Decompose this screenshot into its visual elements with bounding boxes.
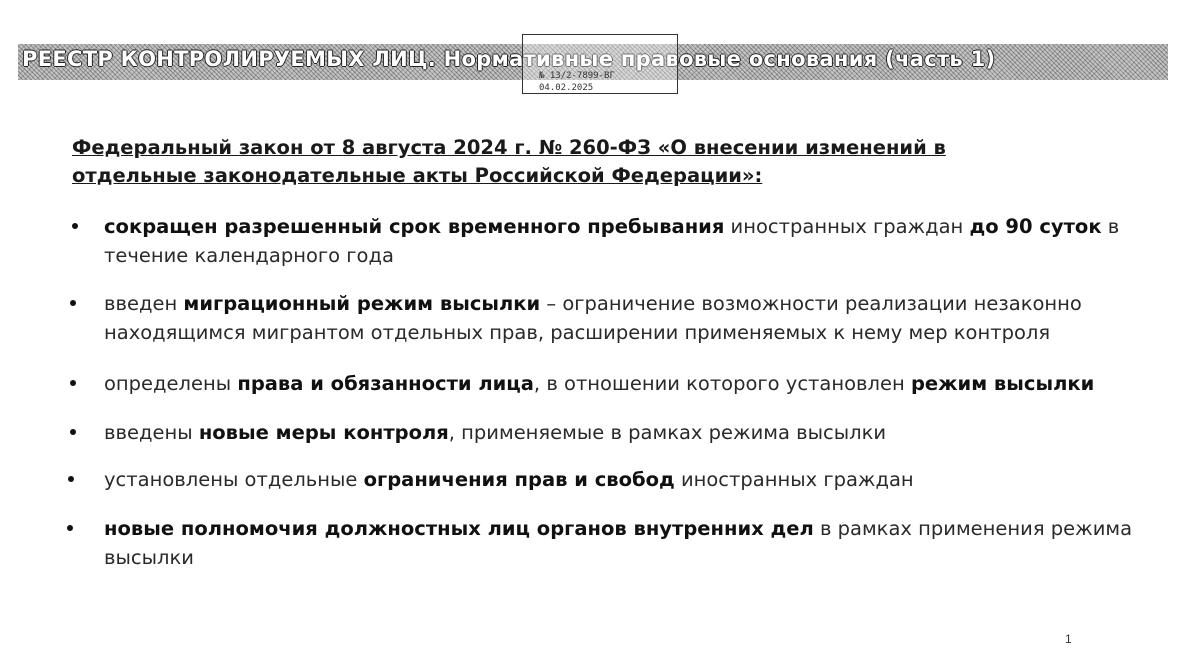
bullet-text-segment: иностранных граждан — [724, 215, 970, 238]
bullet-text-segment: – ограничение возможности реализации незаконно находящимся мигрантом отдельных прав, расширении применяемых к нему мер контроля — [104, 292, 1082, 344]
bullet-item — [104, 369, 1144, 398]
bullet-bold-text: ограничения прав и свобод — [363, 468, 675, 491]
bullet-bold-text: новые полномочия должностных лиц органов внутренних дел — [104, 517, 814, 540]
bullet-item — [104, 418, 1144, 447]
bullet-text-segment: определены — [104, 372, 238, 395]
bullet-dot — [70, 429, 76, 435]
bullet-text-segment: в течение календарного года — [104, 215, 1120, 267]
bullet-dot — [70, 300, 76, 306]
law-heading: Федеральный закон от 8 августа 2024 г. № 260-ФЗ «О внесении изменений в отдельные законодательные акты Российской Федерации»: — [72, 136, 946, 187]
bullet-bold-text: права и обязанности лица — [237, 372, 534, 395]
bullet-dot — [70, 380, 76, 386]
bullet-text-segment: введен — [104, 292, 184, 315]
bullet-text-segment: , применяемые в рамках режима высылки — [448, 421, 887, 444]
stamp-date: 04.02.2025 — [539, 83, 594, 93]
page-number: 1 — [1065, 632, 1072, 646]
bullet-text-segment: введены — [104, 421, 199, 444]
registration-stamp — [522, 34, 678, 94]
bullet-bold-text: миграционный режим высылки — [183, 292, 541, 315]
bullet-text-segment: в рамках применения режима высылки — [104, 517, 1133, 569]
bullet-text-segment: установлены отдельные — [104, 468, 364, 491]
bullet-bold-text: сокращен разрешенный срок временного пребывания — [104, 215, 725, 238]
bullet-text-segment: иностранных граждан — [674, 468, 914, 491]
bullet-item — [104, 465, 1144, 494]
slide-title: РЕЕСТР КОНТРОЛИРУЕМЫХ ЛИЦ. Нормативные правовые основания (часть 1) — [22, 47, 996, 71]
bullet-bold-text: до 90 суток — [969, 215, 1102, 238]
bullet-item — [104, 212, 1144, 270]
bullet-text-segment: , в отношении которого установлен — [533, 372, 911, 395]
bullet-dot — [67, 525, 73, 531]
bullet-bold-text: режим высылки — [910, 372, 1095, 395]
stamp-number: № 13/2-7899-ВГ — [539, 71, 615, 81]
bullet-dot — [72, 223, 78, 229]
bullet-bold-text: новые меры контроля — [198, 421, 449, 444]
bullet-dot — [68, 476, 74, 482]
bullet-item — [104, 289, 1144, 347]
bullet-item — [104, 514, 1144, 572]
